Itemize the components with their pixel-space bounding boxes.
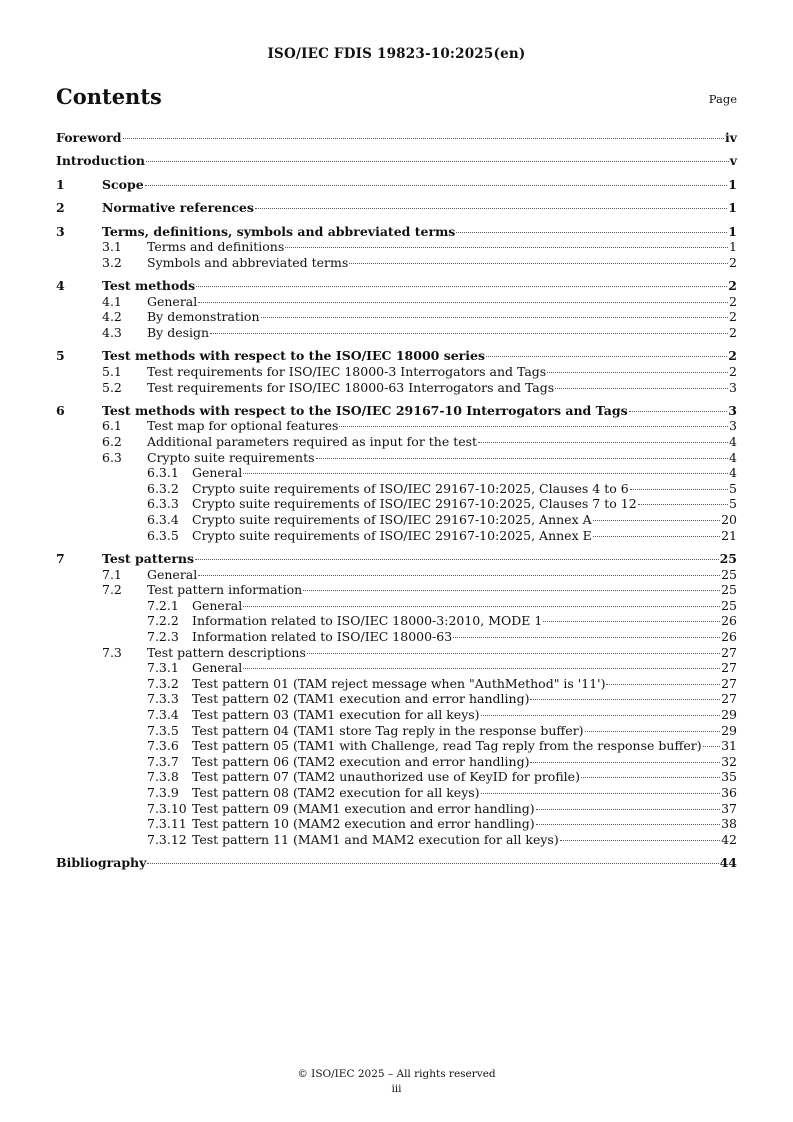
toc-entry-title: Scope	[102, 176, 144, 192]
toc-entry-page: 27	[721, 675, 737, 691]
toc-entry-title: By design	[147, 324, 210, 340]
dot-leader	[243, 668, 720, 669]
toc-entry-number: 4.3	[102, 324, 122, 340]
dot-leader	[481, 715, 721, 716]
toc-entry-title: Test pattern descriptions	[147, 644, 306, 660]
toc-entry[interactable]	[56, 567, 737, 583]
toc-entry[interactable]	[56, 348, 737, 364]
toc-entry[interactable]	[56, 239, 737, 255]
toc-entry-number: 6.1	[102, 418, 122, 434]
toc-entry-page: 25	[721, 597, 737, 613]
dot-leader	[585, 731, 721, 732]
dot-leader	[261, 317, 729, 318]
toc-entry-page: 29	[721, 706, 737, 722]
toc-entry-page: 1	[728, 176, 737, 192]
toc-entry-title: Test pattern 11 (MAM1 and MAM2 execution for all keys)	[192, 831, 559, 847]
toc-entry-title: General	[192, 597, 243, 613]
toc-entry-title: Normative references	[102, 200, 254, 216]
toc-entry-number: 6.2	[102, 434, 122, 450]
toc-entry-title: Test methods with respect to the ISO/IEC 29167-10 Interrogators and Tags	[102, 402, 628, 418]
toc-entry-number: 3.1	[102, 239, 122, 255]
toc-entry-title: Test pattern 05 (TAM1 with Challenge, read Tag reply from the response buffer)	[192, 738, 702, 754]
toc-entry-title: Information related to ISO/IEC 18000-63	[192, 629, 453, 644]
toc-entry-number: 7.2.1	[147, 597, 179, 613]
dot-leader	[560, 840, 720, 841]
toc-entry-page: 5	[729, 480, 737, 496]
toc-entry[interactable]	[56, 481, 737, 497]
toc-entry-number: 1	[56, 176, 65, 192]
toc-entry-page: 2	[729, 293, 737, 309]
toc-entry-number: 6.3	[102, 449, 122, 465]
toc-entry-page: 31	[721, 738, 737, 754]
dot-leader	[453, 637, 720, 638]
toc-entry-title: Test pattern 09 (MAM1 execution and error handling)	[192, 800, 535, 816]
toc-entry-page: 25	[721, 566, 737, 582]
toc-entry-number: 6	[56, 402, 65, 418]
toc-entry-page: iv	[724, 130, 737, 145]
dot-leader	[147, 863, 718, 864]
toc-entry-number: 6.3.4	[147, 512, 179, 528]
dot-leader	[581, 777, 720, 778]
toc-entry-title: Test map for optional features	[147, 418, 339, 434]
dot-leader	[456, 232, 727, 233]
dot-leader	[481, 793, 721, 794]
toc-entry-page: 36	[721, 784, 737, 800]
toc-entry-page: 2	[729, 309, 737, 325]
toc-entry[interactable]	[56, 403, 737, 419]
toc-entry-number: 6.3.5	[147, 527, 179, 543]
dot-leader	[547, 372, 728, 373]
contents-title: Contents	[56, 84, 162, 109]
dot-leader	[543, 621, 720, 622]
dot-leader	[530, 762, 720, 763]
toc-entry[interactable]	[56, 754, 737, 770]
toc-entry-page: 29	[721, 722, 737, 738]
toc-entry-page: 1	[729, 239, 737, 255]
toc-entry[interactable]	[56, 629, 737, 645]
toc-entry-number: 6.3.2	[147, 480, 179, 496]
toc-entry-title: Test pattern 03 (TAM1 execution for all keys)	[192, 706, 480, 722]
dot-leader	[198, 575, 720, 576]
toc-entry[interactable]	[56, 309, 737, 325]
dot-leader	[196, 286, 727, 287]
toc-entry-number: 7.3.4	[147, 706, 179, 722]
toc-entry-title: Information related to ISO/IEC 18000-3:2010, MODE 1	[192, 613, 543, 629]
toc-entry-page: 2	[728, 348, 737, 364]
toc-entry-page: 26	[721, 613, 737, 629]
toc-entry-page: 27	[721, 644, 737, 660]
toc-entry[interactable]	[56, 465, 737, 481]
toc-entry-number: 7.3.10	[147, 800, 187, 816]
toc-entry-title: Test pattern 01 (TAM reject message when "AuthMethod" is '11')	[192, 675, 606, 691]
dot-leader	[486, 356, 727, 357]
toc-entry-title: Foreword	[56, 130, 122, 145]
toc-entry-number: 7.3.1	[147, 660, 179, 676]
toc-entry-title: Test pattern 06 (TAM2 execution and error handling)	[192, 753, 530, 769]
toc-entry-page: 20	[721, 512, 737, 528]
page-column-label: Page	[708, 92, 737, 106]
dot-leader	[536, 824, 720, 825]
dot-leader	[198, 302, 728, 303]
toc-entry[interactable]	[56, 224, 737, 240]
contents-title-row	[56, 84, 737, 114]
toc-entry-page: 5	[729, 496, 737, 512]
copyright-notice: © ISO/IEC 2025 – All rights reserved	[297, 1068, 496, 1080]
toc-entry-title: Test pattern information	[147, 582, 303, 598]
toc-entry-page: 26	[721, 629, 737, 644]
toc-entry-number: 7.3.5	[147, 722, 179, 738]
toc-entry-title: Symbols and abbreviated terms	[147, 254, 349, 270]
toc-entry-title: Test methods with respect to the ISO/IEC 18000 series	[102, 348, 486, 364]
toc-entry[interactable]	[56, 130, 737, 146]
toc-entry[interactable]	[56, 855, 737, 871]
toc-entry-number: 6.3.1	[147, 465, 179, 481]
toc-entry[interactable]	[56, 738, 737, 754]
dot-leader	[255, 208, 727, 209]
toc-entry[interactable]	[56, 325, 737, 341]
toc-entry[interactable]	[56, 832, 737, 848]
toc-entry-page: v	[729, 153, 737, 169]
toc-entry-number: 7.3.6	[147, 738, 179, 754]
toc-entry-number: 4	[56, 278, 65, 294]
toc-entry-page: 1	[728, 223, 737, 239]
toc-entry-title: Additional parameters required as input for the test	[147, 434, 478, 450]
toc-entry[interactable]	[56, 364, 737, 380]
toc-entry-number: 4.1	[102, 293, 122, 309]
toc-entry-title: General	[192, 660, 243, 676]
toc-entry-title: Test patterns	[102, 551, 195, 567]
toc-entry[interactable]	[56, 512, 737, 528]
toc-entry-number: 4.2	[102, 309, 122, 325]
toc-entry-number: 7.3.9	[147, 784, 179, 800]
toc-entry-page: 25	[721, 582, 737, 598]
toc-entry-title: Test pattern 07 (TAM2 unauthorized use of KeyID for profile)	[192, 769, 580, 785]
dot-leader	[339, 426, 728, 427]
toc-entry-title: General	[192, 465, 243, 481]
toc-entry-number: 7	[56, 551, 65, 567]
toc-entry-page: 3	[728, 402, 737, 418]
toc-entry[interactable]	[56, 153, 737, 169]
toc-entry-page: 2	[729, 363, 737, 379]
toc-entry-page: 37	[721, 800, 737, 816]
toc-entry-title: Crypto suite requirements of ISO/IEC 29167-10:2025, Annex A	[192, 512, 592, 528]
toc-entry-page: 4	[729, 449, 737, 465]
dot-leader	[146, 161, 729, 162]
toc-entry[interactable]	[56, 418, 737, 434]
dot-leader	[349, 263, 728, 264]
toc-entry[interactable]	[56, 528, 737, 544]
toc-entry-number: 7.3.11	[147, 816, 187, 832]
toc-entry[interactable]	[56, 434, 737, 450]
toc-entry-title: Test methods	[102, 278, 196, 294]
toc-entry-number: 7.3.3	[147, 691, 179, 707]
toc-entry-number: 5.2	[102, 379, 122, 395]
dot-leader	[630, 489, 728, 490]
dot-leader	[638, 504, 728, 505]
toc-entry[interactable]	[56, 551, 737, 567]
dot-leader	[285, 247, 728, 248]
toc-entry[interactable]	[56, 691, 737, 707]
toc-entry-page: 3	[729, 379, 737, 395]
dot-leader	[195, 559, 719, 560]
toc-entry-page: 1	[728, 200, 737, 216]
toc-entry-number: 5.1	[102, 363, 122, 379]
toc-entry-title: Crypto suite requirements of ISO/IEC 29167-10:2025, Clauses 4 to 6	[192, 480, 629, 496]
toc-entry[interactable]	[56, 816, 737, 832]
toc-entry[interactable]	[56, 645, 737, 661]
toc-entry-page: 32	[721, 753, 737, 769]
toc-entry-title: Test pattern 08 (TAM2 execution for all keys)	[192, 784, 480, 800]
dot-leader	[316, 458, 729, 459]
page-number: iii	[391, 1083, 402, 1095]
toc-entry-page: 2	[729, 254, 737, 270]
toc-entry-page: 3	[729, 418, 737, 434]
toc-entry[interactable]	[56, 255, 737, 271]
toc-entry-page: 35	[721, 769, 737, 785]
toc-entry-number: 7.3.12	[147, 831, 187, 847]
toc-entry-title: Test requirements for ISO/IEC 18000-63 Interrogators and Tags	[147, 379, 555, 395]
dot-leader	[703, 746, 721, 747]
dot-leader	[606, 684, 720, 685]
toc-entry[interactable]	[56, 676, 737, 692]
toc-entry-title: By demonstration	[147, 309, 260, 325]
dot-leader	[303, 590, 720, 591]
dot-leader	[210, 333, 728, 334]
toc-entry-title: Test pattern 10 (MAM2 execution and error handling)	[192, 816, 535, 832]
toc-entry-number: 7.2.2	[147, 613, 179, 629]
toc-entry[interactable]	[56, 769, 737, 785]
toc-entry[interactable]	[56, 598, 737, 614]
dot-leader	[530, 699, 720, 700]
toc-entry-title: Test pattern 04 (TAM1 store Tag reply in the response buffer)	[192, 722, 584, 738]
dot-leader	[593, 520, 720, 521]
toc-entry-page: 27	[721, 691, 737, 707]
toc-entry[interactable]	[56, 613, 737, 629]
toc-entry-number: 3.2	[102, 254, 122, 270]
toc-entry[interactable]	[56, 450, 737, 466]
toc-entry-title: General	[147, 293, 198, 309]
toc-entry-title: Terms and definitions	[147, 239, 285, 255]
toc-entry-title: Introduction	[56, 153, 146, 169]
toc-entry-number: 5	[56, 348, 65, 364]
page-footer	[0, 1067, 793, 1097]
dot-leader	[123, 138, 724, 139]
toc-entry-number: 7.3.8	[147, 769, 179, 785]
toc-entry[interactable]	[56, 278, 737, 294]
dot-leader	[243, 473, 728, 474]
toc-entry[interactable]	[56, 723, 737, 739]
toc-entry-page: 2	[728, 278, 737, 294]
toc-entry-number: 7.3	[102, 644, 122, 660]
dot-leader	[307, 653, 720, 654]
toc-entry[interactable]	[56, 785, 737, 801]
toc-entry[interactable]	[56, 660, 737, 676]
toc-entry-title: Test pattern 02 (TAM1 execution and error handling)	[192, 691, 530, 707]
toc-entry-page: 44	[719, 855, 737, 871]
toc-entry-title: Crypto suite requirements of ISO/IEC 29167-10:2025, Clauses 7 to 12	[192, 496, 637, 512]
toc-entry-number: 3	[56, 223, 65, 239]
toc-entry[interactable]	[56, 582, 737, 598]
toc-entry-number: 7.1	[102, 566, 122, 582]
toc-entry-page: 27	[721, 660, 737, 676]
toc-entry-title: General	[147, 566, 198, 582]
toc-entry[interactable]	[56, 200, 737, 216]
dot-leader	[629, 411, 728, 412]
toc-entry-page: 4	[729, 434, 737, 450]
toc-entry-title: Crypto suite requirements	[147, 449, 315, 465]
toc-entry-number: 7.2	[102, 582, 122, 598]
toc-entry-page: 21	[721, 527, 737, 543]
toc-entry-number: 7.2.3	[147, 629, 179, 644]
dot-leader	[555, 388, 728, 389]
toc-entry[interactable]	[56, 801, 737, 817]
dot-leader	[478, 442, 728, 443]
toc-entry-title: Bibliography	[56, 855, 147, 871]
toc-entry-page: 42	[721, 831, 737, 847]
toc-entry[interactable]	[56, 177, 737, 193]
toc-entry-page: 4	[729, 465, 737, 481]
table-of-contents	[56, 130, 737, 871]
toc-entry[interactable]	[56, 707, 737, 723]
toc-entry-title: Terms, definitions, symbols and abbreviated terms	[102, 223, 456, 239]
dot-leader	[243, 606, 720, 607]
dot-leader	[145, 185, 728, 186]
toc-entry[interactable]	[56, 294, 737, 310]
toc-entry[interactable]	[56, 380, 737, 396]
dot-leader	[536, 809, 720, 810]
document-header: ISO/IEC FDIS 19823-10:2025(en)	[267, 46, 526, 62]
toc-entry-page: 25	[719, 551, 737, 567]
toc-entry-number: 7.3.2	[147, 675, 179, 691]
toc-entry-title: Crypto suite requirements of ISO/IEC 29167-10:2025, Annex E	[192, 527, 592, 543]
toc-entry-number: 7.3.7	[147, 753, 179, 769]
toc-entry-number: 6.3.3	[147, 496, 179, 512]
toc-entry-number: 2	[56, 200, 65, 216]
toc-entry-page: 38	[721, 816, 737, 832]
toc-entry-title: Test requirements for ISO/IEC 18000-3 Interrogators and Tags	[147, 363, 547, 379]
toc-entry[interactable]	[56, 496, 737, 512]
dot-leader	[593, 536, 720, 537]
toc-entry-page: 2	[729, 324, 737, 340]
